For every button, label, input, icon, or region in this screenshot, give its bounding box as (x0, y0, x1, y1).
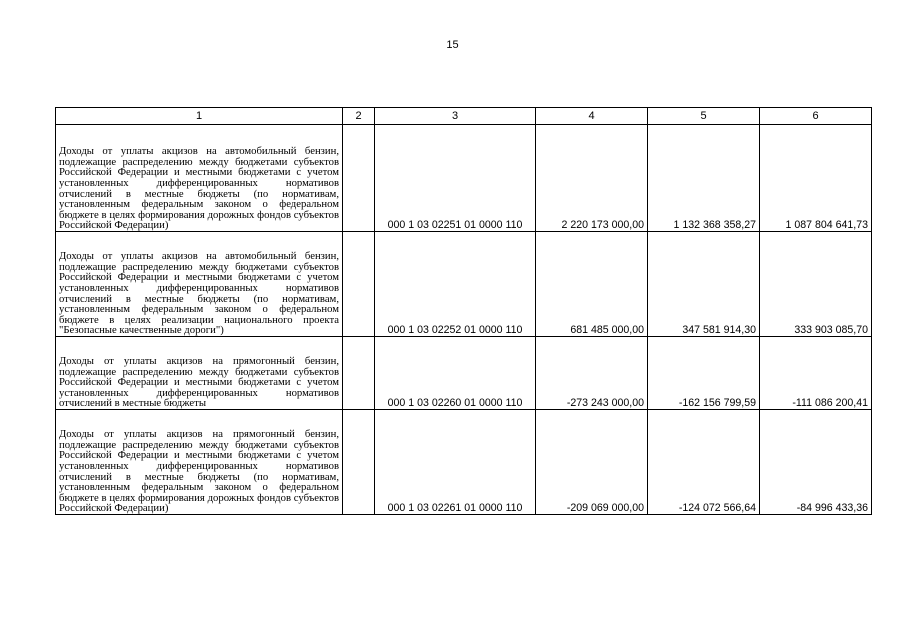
table-row (56, 125, 872, 232)
row-description: Доходы от уплаты акцизов на автомобильный бензин, подлежащие распределению между бюджетами субъектов Российской Федерации и местными бюджетами с учетом установленных дифференцированных нормативов отчислений в местные бюджеты (по нормативам, установленным федеральным законом о федеральном бюджете в целях формирования дорожных фондов субъектов Российской Федерации) (56, 125, 343, 232)
revenue-table (55, 107, 872, 515)
column-header-3: 3 (375, 108, 536, 125)
table-row (56, 232, 872, 337)
row-description: Доходы от уплаты акцизов на автомобильный бензин, подлежащие распределению между бюджетами субъектов Российской Федерации и местными бюджетами с учетом установленных дифференцированных нормативов отчислений в местные бюджеты (по нормативам, установленным федеральным законом о федеральном бюджете в целях реализации национального проекта "Безопасные качественные дороги") (56, 232, 343, 337)
column-header-1: 1 (56, 108, 343, 125)
table-row (56, 337, 872, 410)
row-col2 (343, 232, 375, 337)
row-value-col4: -273 243 000,00 (536, 337, 648, 410)
row-value-col6: 333 903 085,70 (760, 232, 872, 337)
table-row (56, 410, 872, 515)
row-budget-code: 000 1 03 02251 01 0000 110 (375, 125, 536, 232)
column-header-4: 4 (536, 108, 648, 125)
row-budget-code: 000 1 03 02252 01 0000 110 (375, 232, 536, 337)
row-value-col5: 347 581 914,30 (648, 232, 760, 337)
row-value-col4: -209 069 000,00 (536, 410, 648, 515)
row-value-col4: 681 485 000,00 (536, 232, 648, 337)
row-value-col6: -111 086 200,41 (760, 337, 872, 410)
row-value-col4: 2 220 173 000,00 (536, 125, 648, 232)
row-col2 (343, 125, 375, 232)
table-header-row (56, 108, 872, 125)
page-number: 15 (446, 39, 459, 51)
row-description: Доходы от уплаты акцизов на прямогонный бензин, подлежащие распределению между бюджетами субъектов Российской Федерации и местными бюджетами с учетом установленных дифференцированных нормативов отчислений в местные бюджеты (по нормативам, установленным федеральным законом о федеральном бюджете в целях формирования дорожных фондов субъектов Российской Федерации) (56, 410, 343, 515)
row-col2 (343, 410, 375, 515)
row-budget-code: 000 1 03 02260 01 0000 110 (375, 337, 536, 410)
column-header-6: 6 (760, 108, 872, 125)
row-description: Доходы от уплаты акцизов на прямогонный бензин, подлежащие распределению между бюджетами субъектов Российской Федерации и местными бюджетами с учетом установленных дифференцированных нормативов отчислений в местные бюджеты (56, 337, 343, 410)
row-value-col6: -84 996 433,36 (760, 410, 872, 515)
column-header-2: 2 (343, 108, 375, 125)
row-col2 (343, 337, 375, 410)
row-value-col6: 1 087 804 641,73 (760, 125, 872, 232)
column-header-5: 5 (648, 108, 760, 125)
row-value-col5: -162 156 799,59 (648, 337, 760, 410)
row-value-col5: -124 072 566,64 (648, 410, 760, 515)
row-budget-code: 000 1 03 02261 01 0000 110 (375, 410, 536, 515)
row-value-col5: 1 132 368 358,27 (648, 125, 760, 232)
